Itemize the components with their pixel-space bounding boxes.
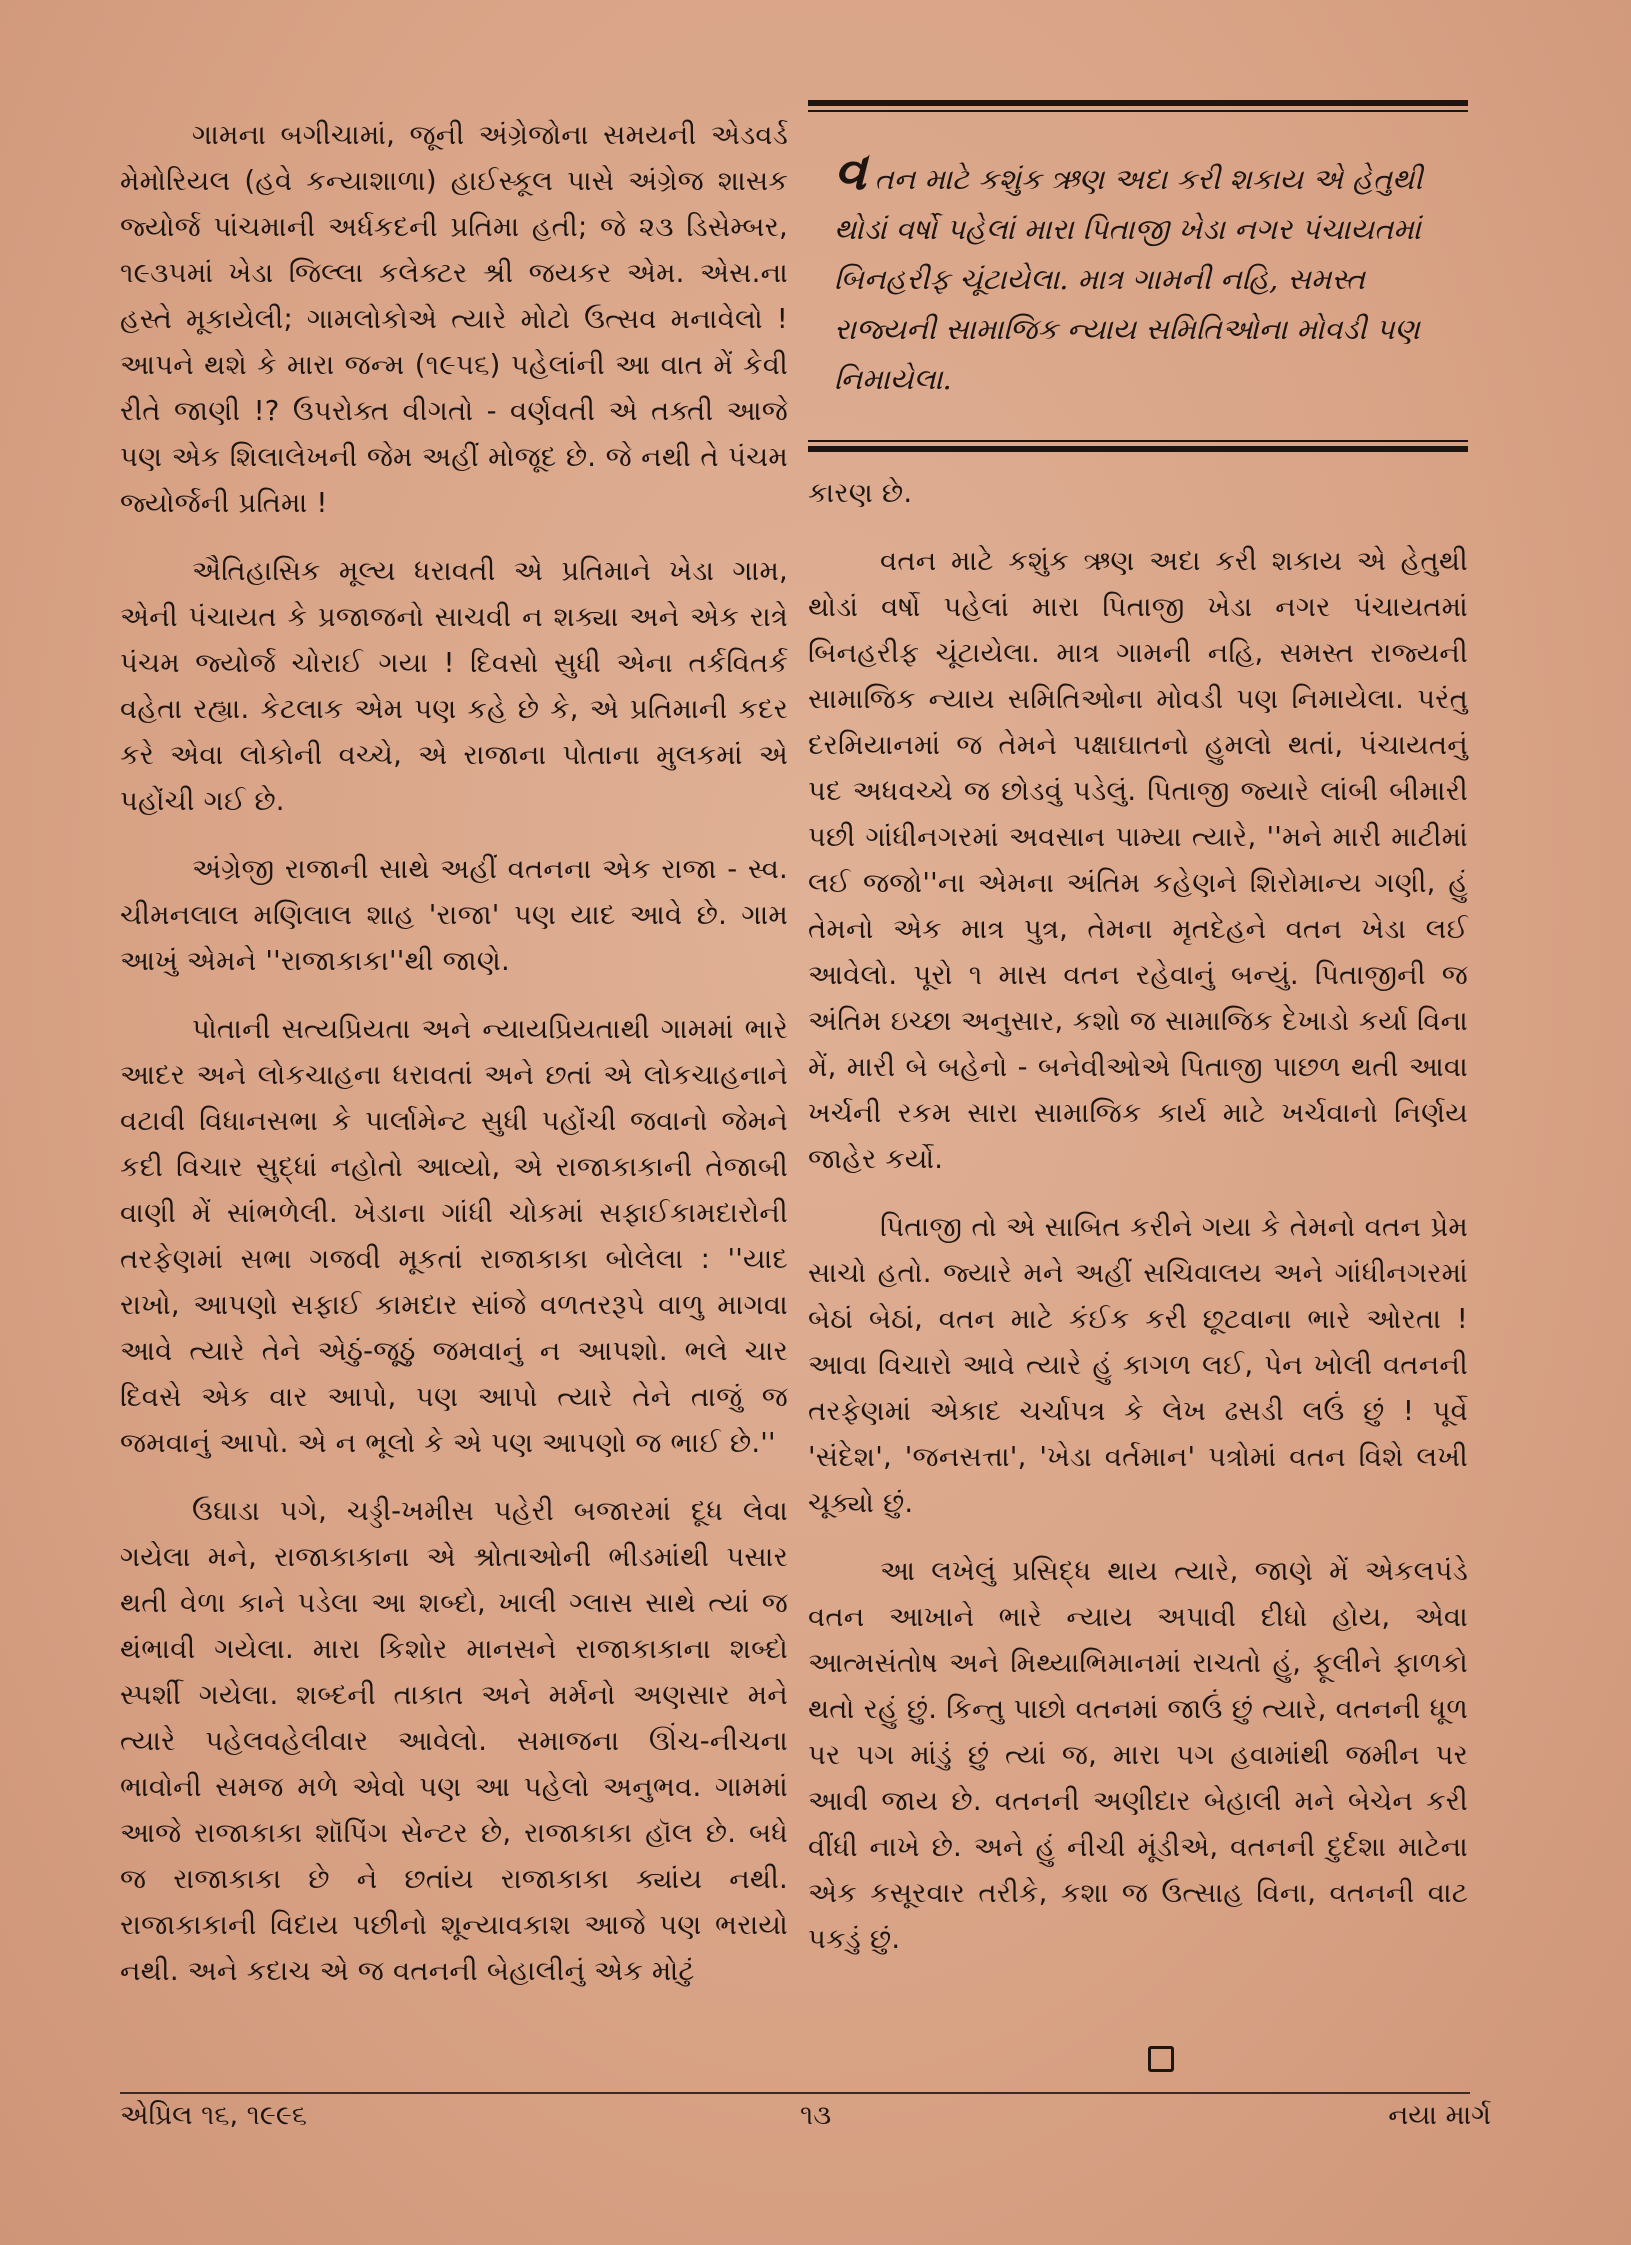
end-of-article-mark [1148, 2046, 1174, 2072]
paragraph: ઐતિહાસિક મૂલ્ય ધરાવતી એ પ્રતિમાને ખેડા ગામ, એની પંચાયત કે પ્રજાજનો સાચવી ન શક્યા અને એક રાત્રે પંચમ જ્યોર્જ ચોરાઈ ગયા ! દિવસો સુધી એના તર્કવિતર્ક વહેતા રહ્યા. કેટલાક એમ પણ કહે છે કે, એ પ્રતિમાની કદર કરે એવા લોકોની વચ્ચે, એ રાજાના પોતાના મુલકમાં એ પહોંચી ગઈ છે. [120, 555, 788, 817]
pullquote [808, 141, 1468, 404]
pullquote-dropcap: વ [834, 141, 867, 202]
paragraph: પિતાજી તો એ સાબિત કરીને ગયા કે તેમનો વતન પ્રેમ સાચો હતો. જ્યારે મને અહીં સચિવાલય અને ગાંધીનગરમાં બેઠાં બેઠાં, વતન માટે કંઈક કરી છૂટવાના ભારે ઓરતા ! આવા વિચારો આવે ત્યારે હું કાગળ લઈ, પેન ખોલી વતનની તરફેણમાં એકાદ ચર્ચાપત્ર કે લેખ ઢસડી લઉં છું ! પૂર્વે 'સંદેશ', 'જનસત્તા', 'ખેડા વર્તમાન' પત્રોમાં વતન વિશે લખી ચૂક્યો છું. [808, 1211, 1468, 1519]
pullquote-bottom-rule [808, 440, 1468, 452]
page-number: ૧૩ [800, 2100, 832, 2131]
right-column [808, 100, 1468, 1984]
left-column [120, 112, 788, 2016]
pullquote-text: તન માટે કશુંક ઋણ અદા કરી શકાય એ હેતુથી થોડાં વર્ષો પહેલાં મારા પિતાજી ખેડા નગર પંચાયતમાં બિનહરીફ ચૂંટાયેલા. માત્ર ગામની નહિ, સમસ્ત રાજ્યની સામાજિક ન્યાય સમિતિઓના મોવડી પણ નિમાયેલા. [834, 162, 1423, 396]
paragraph: વતન માટે કશુંક ઋણ અદા કરી શકાય એ હેતુથી થોડાં વર્ષો પહેલાં મારા પિતાજી ખેડા નગર પંચાયતમાં બિનહરીફ ચૂંટાયેલા. માત્ર ગામની નહિ, સમસ્ત રાજ્યની સામાજિક ન્યાય સમિતિઓના મોવડી પણ નિમાયેલા. પરંતુ દરમિયાનમાં જ તેમને પક્ષાઘાતનો હુમલો થતાં, પંચાયતનું પદ અધવચ્ચે જ છોડવું પડેલું. પિતાજી જ્યારે લાંબી બીમારી પછી ગાંધીનગરમાં અવસાન પામ્યા ત્યારે, ''મને મારી માટીમાં લઈ જજો''ના એમના અંતિમ કહેણને શિરોમાન્ય ગણી, હું તેમનો એક માત્ર પુત્ર, તેમના મૃતદેહને વતન ખેડા લઈ આવેલો. પૂરો ૧ માસ વતન રહેવાનું બન્યું. પિતાજીની જ અંતિમ ઇચ્છા અનુસાર, કશો જ સામાજિક દેખાડો કર્યા વિના મેં, મારી બે બહેનો - બનેવીઓએ પિતાજી પાછળ થતી આવા ખર્ચની રકમ સારા સામાજિક કાર્ય માટે ખર્ચવાનો નિર્ણય જાહેર કર્યો. [808, 545, 1468, 1175]
paragraph: ગામના બગીચામાં, જૂની અંગ્રેજોના સમયની એડવર્ડ મેમોરિયલ (હવે કન્યાશાળા) હાઈસ્કૂલ પાસે અંગ્રેજ શાસક જ્યોર્જ પાંચમાની અર્ધકદની પ્રતિમા હતી; જે ૨૩ ડિસેમ્બર, ૧૯૩૫માં ખેડા જિલ્લા કલેક્ટર શ્રી જયકર એમ. એસ.ના હસ્તે મૂકાયેલી; ગામલોકોએ ત્યારે મોટો ઉત્સવ મનાવેલો ! આપને થશે કે મારા જન્મ (૧૯૫૬) પહેલાંની આ વાત મેં કેવી રીતે જાણી !? ઉપરોક્ત વીગતો - વર્ણવતી એ તક્તી આજે પણ એક શિલાલેખની જેમ અહીં મોજૂદ છે. જે નથી તે પંચમ જ્યોર્જની પ્રતિમા ! [120, 119, 788, 519]
paragraph: પોતાની સત્યપ્રિયતા અને ન્યાયપ્રિયતાથી ગામમાં ભારે આદર અને લોકચાહના ધરાવતાં અને છતાં એ લોકચાહનાને વટાવી વિધાનસભા કે પાર્લામેન્ટ સુધી પહોંચી જવાનો જેમને કદી વિચાર સુદ્ધાં નહોતો આવ્યો, એ રાજાકાકાની તેજાબી વાણી મેં સાંભળેલી. ખેડાના ગાંધી ચોકમાં સફાઈકામદારોની તરફેણમાં સભા ગજવી મૂકતાં રાજાકાકા બોલેલા : ''યાદ રાખો, આપણો સફાઈ કામદાર સાંજે વળતરરૂપે વાળુ માગવા આવે ત્યારે તેને એઠું-જૂઠું જમવાનું ન આપશો. ભલે ચાર દિવસે એક વાર આપો, પણ આપો ત્યારે તેને તાજું જ જમવાનું આપો. એ ન ભૂલો કે એ પણ આપણો જ ભાઈ છે.'' [120, 1013, 788, 1459]
footer-rule [120, 2092, 1470, 2094]
pullquote-top-rule [808, 100, 1468, 112]
paragraph: અંગ્રેજી રાજાની સાથે અહીં વતનના એક રાજા - સ્વ. ચીમનલાલ મણિલાલ શાહ 'રાજા' પણ યાદ આવે છે. ગામ આખું એમને ''રાજાકાકા''થી જાણે. [120, 853, 788, 977]
magazine-name: નયા માર્ગ [1388, 2100, 1491, 2131]
paragraph: આ લખેલું પ્રસિદ્ધ થાય ત્યારે, જાણે મેં એકલપંડે વતન આખાને ભારે ન્યાય અપાવી દીધો હોય, એવા આત્મસંતોષ અને મિથ્યાભિમાનમાં રાચતો હું, ફૂલીને ફાળકો થતો રહું છું. કિન્તુ પાછો વતનમાં જાઉં છું ત્યારે, વતનની ધૂળ પર પગ માંડું છું ત્યાં જ, મારા પગ હવામાંથી જમીન પર આવી જાય છે. વતનની અણીદાર બેહાલી મને બેચેન કરી વીંધી નાખે છે. અને હું નીચી મૂંડીએ, વતનની દુર્દશા માટેના એક કસૂરવાર તરીકે, કશા જ ઉત્સાહ વિના, વતનની વાટ પકડું છું. [808, 1555, 1468, 1955]
footer-date: એપ્રિલ ૧૬, ૧૯૯૬ [120, 2100, 307, 2131]
paragraph: ઉઘાડા પગે, ચડ્ડી-ખમીસ પહેરી બજારમાં દૂધ લેવા ગયેલા મને, રાજાકાકાના એ શ્રોતાઓની ભીડમાંથી પસાર થતી વેળા કાને પડેલા આ શબ્દો, ખાલી ગ્લાસ સાથે ત્યાં જ થંભાવી ગયેલા. મારા કિશોર માનસને રાજાકાકાના શબ્દો સ્પર્શી ગયેલા. શબ્દની તાકાત અને મર્મનો અણસાર મને ત્યારે પહેલવહેલીવાર આવેલો. સમાજના ઊંચ-નીચના ભાવોની સમજ મળે એવો પણ આ પહેલો અનુભવ. ગામમાં આજે રાજાકાકા શૉપિંગ સેન્ટર છે, રાજાકાકા હૉલ છે. બધે જ રાજાકાકા છે ને છતાંય રાજાકાકા ક્યાંય નથી. રાજાકાકાની વિદાય પછીનો શૂન્યાવકાશ આજે પણ ભરાયો નથી. અને કદાચ એ જ વતનની બેહાલીનું એક મોટું [120, 1495, 788, 1987]
paragraph: કારણ છે. [808, 477, 913, 509]
